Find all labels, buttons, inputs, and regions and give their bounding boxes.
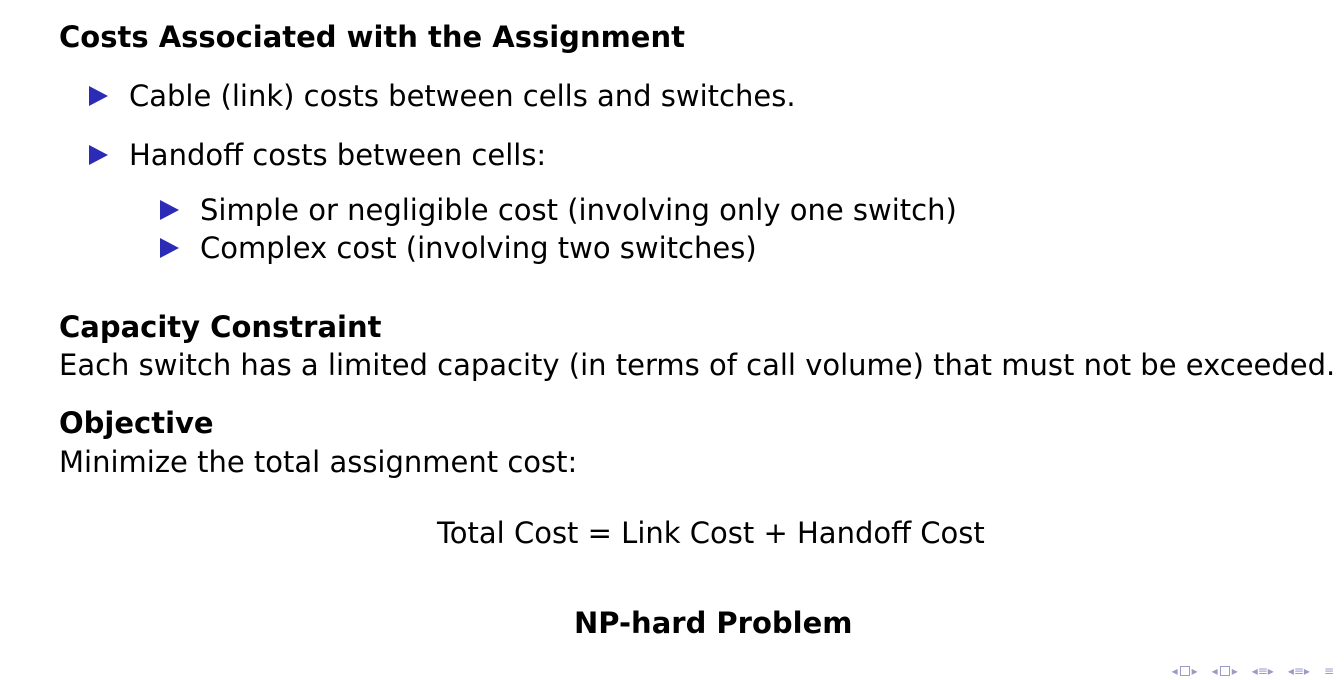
sub-bullet-item [160,192,957,228]
sub-bullet-text: Simple or negligible cost (involving only one switch) [200,193,957,227]
section-heading-objective: Objective [59,406,214,440]
np-hard-label: NP-hard Problem [574,606,853,640]
bullet-text: Handoff costs between cells: [129,138,547,172]
bullet-text: Cable (link) costs between cells and switches. [129,79,796,113]
sub-bullet-item [160,230,757,266]
nav-first-icon[interactable]: ◂ ▸ [1171,664,1198,678]
formula-plus: + [763,516,788,550]
formula-term-handoff: Handoff Cost [797,516,985,550]
cost-formula [437,515,985,551]
objective-text: Minimize the total assignment cost: [59,445,578,479]
nav-align-icon[interactable]: ≡ [1323,664,1334,678]
bullet-item [89,78,796,114]
triangle-bullet-icon [160,200,179,220]
nav-subsection-icon[interactable]: ◂≡▸ [1251,664,1274,678]
triangle-bullet-icon [89,145,108,165]
formula-equals: = [587,516,612,550]
nav-frame-icon[interactable]: ◂ ▸ [1211,664,1238,678]
triangle-bullet-icon [89,86,108,106]
nav-section-icon[interactable]: ◂≡▸ [1287,664,1310,678]
beamer-navigation [1172,664,1344,678]
capacity-text: Each switch has a limited capacity (in terms of call volume) that must not be exceeded. [59,348,1336,382]
formula-lhs: Total Cost [437,516,579,550]
formula-term-link: Link Cost [621,516,755,550]
bullet-item [89,137,546,173]
section-heading-capacity: Capacity Constraint [59,310,382,344]
section-heading-costs: Costs Associated with the Assignment [59,20,685,54]
sub-bullet-text: Complex cost (involving two switches) [200,231,757,265]
triangle-bullet-icon [160,238,179,258]
